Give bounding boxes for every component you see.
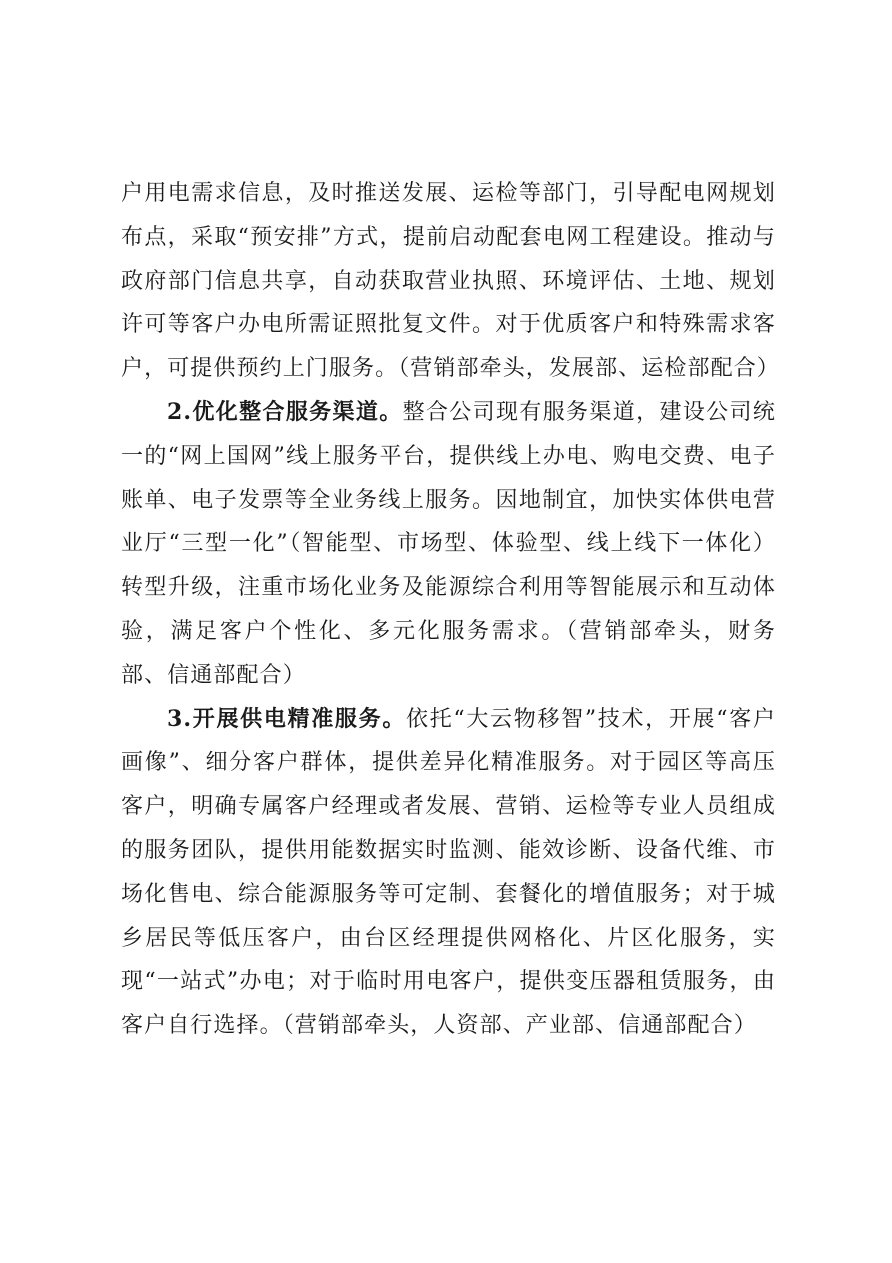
paragraph-body: 户用电需求信息，及时推送发展、运检等部门，引导配电网规划布点，采取“预安排”方式，提前启动配套电网工程建设。推动与政府部门信息共享，自动获取营业执照、环境评估、土地、规划许可等客户办电所需证照批复文件。对于优质客户和特殊需求客户，可提供预约上门服务。（营销部牵头，发展部、运检部配合）: [121, 181, 780, 382]
paragraph-body: 依托“大云物移智”技术，开展“客户画像”、细分客户群体，提供差异化精准服务。对于园区等高压客户，明确专属客户经理或者发展、营销、运检等专业人员组成的服务团队，提供用能数据实时监测、能效诊断、设备代维、市场化售电、综合能源服务等可定制、套餐化的增值服务；对于城乡居民等低压客户，由台区经理提供网格化、片区化服务，实现“一站式”办电；对于临时用电客户，提供变压器租赁服务，由客户自行选择。（营销部牵头，人资部、产业部、信通部配合）: [121, 706, 776, 1039]
paragraph-optimize-service-channels: [121, 391, 776, 698]
paragraph-continued: [121, 172, 780, 391]
paragraph-heading: 3.开展供电精准服务。: [167, 705, 407, 732]
paragraph-body: 整合公司现有服务渠道，建设公司统一的“网上国网”线上服务平台，提供线上办电、购电交费、电子账单、电子发票等全业务线上服务。因地制宜，加快实体供电营业厅“三型一化”（智能型、市场型、体验型、线上线下一体化）转型升级，注重市场化业务及能源综合利用等智能展示和互动体验，满足客户个性化、多元化服务需求。（营销部牵头，财务部、信通部配合）: [121, 399, 776, 688]
paragraph-precise-power-service: [121, 698, 776, 1048]
paragraph-heading: 2.优化整合服务渠道。: [167, 398, 403, 425]
document-body: [121, 172, 780, 1048]
